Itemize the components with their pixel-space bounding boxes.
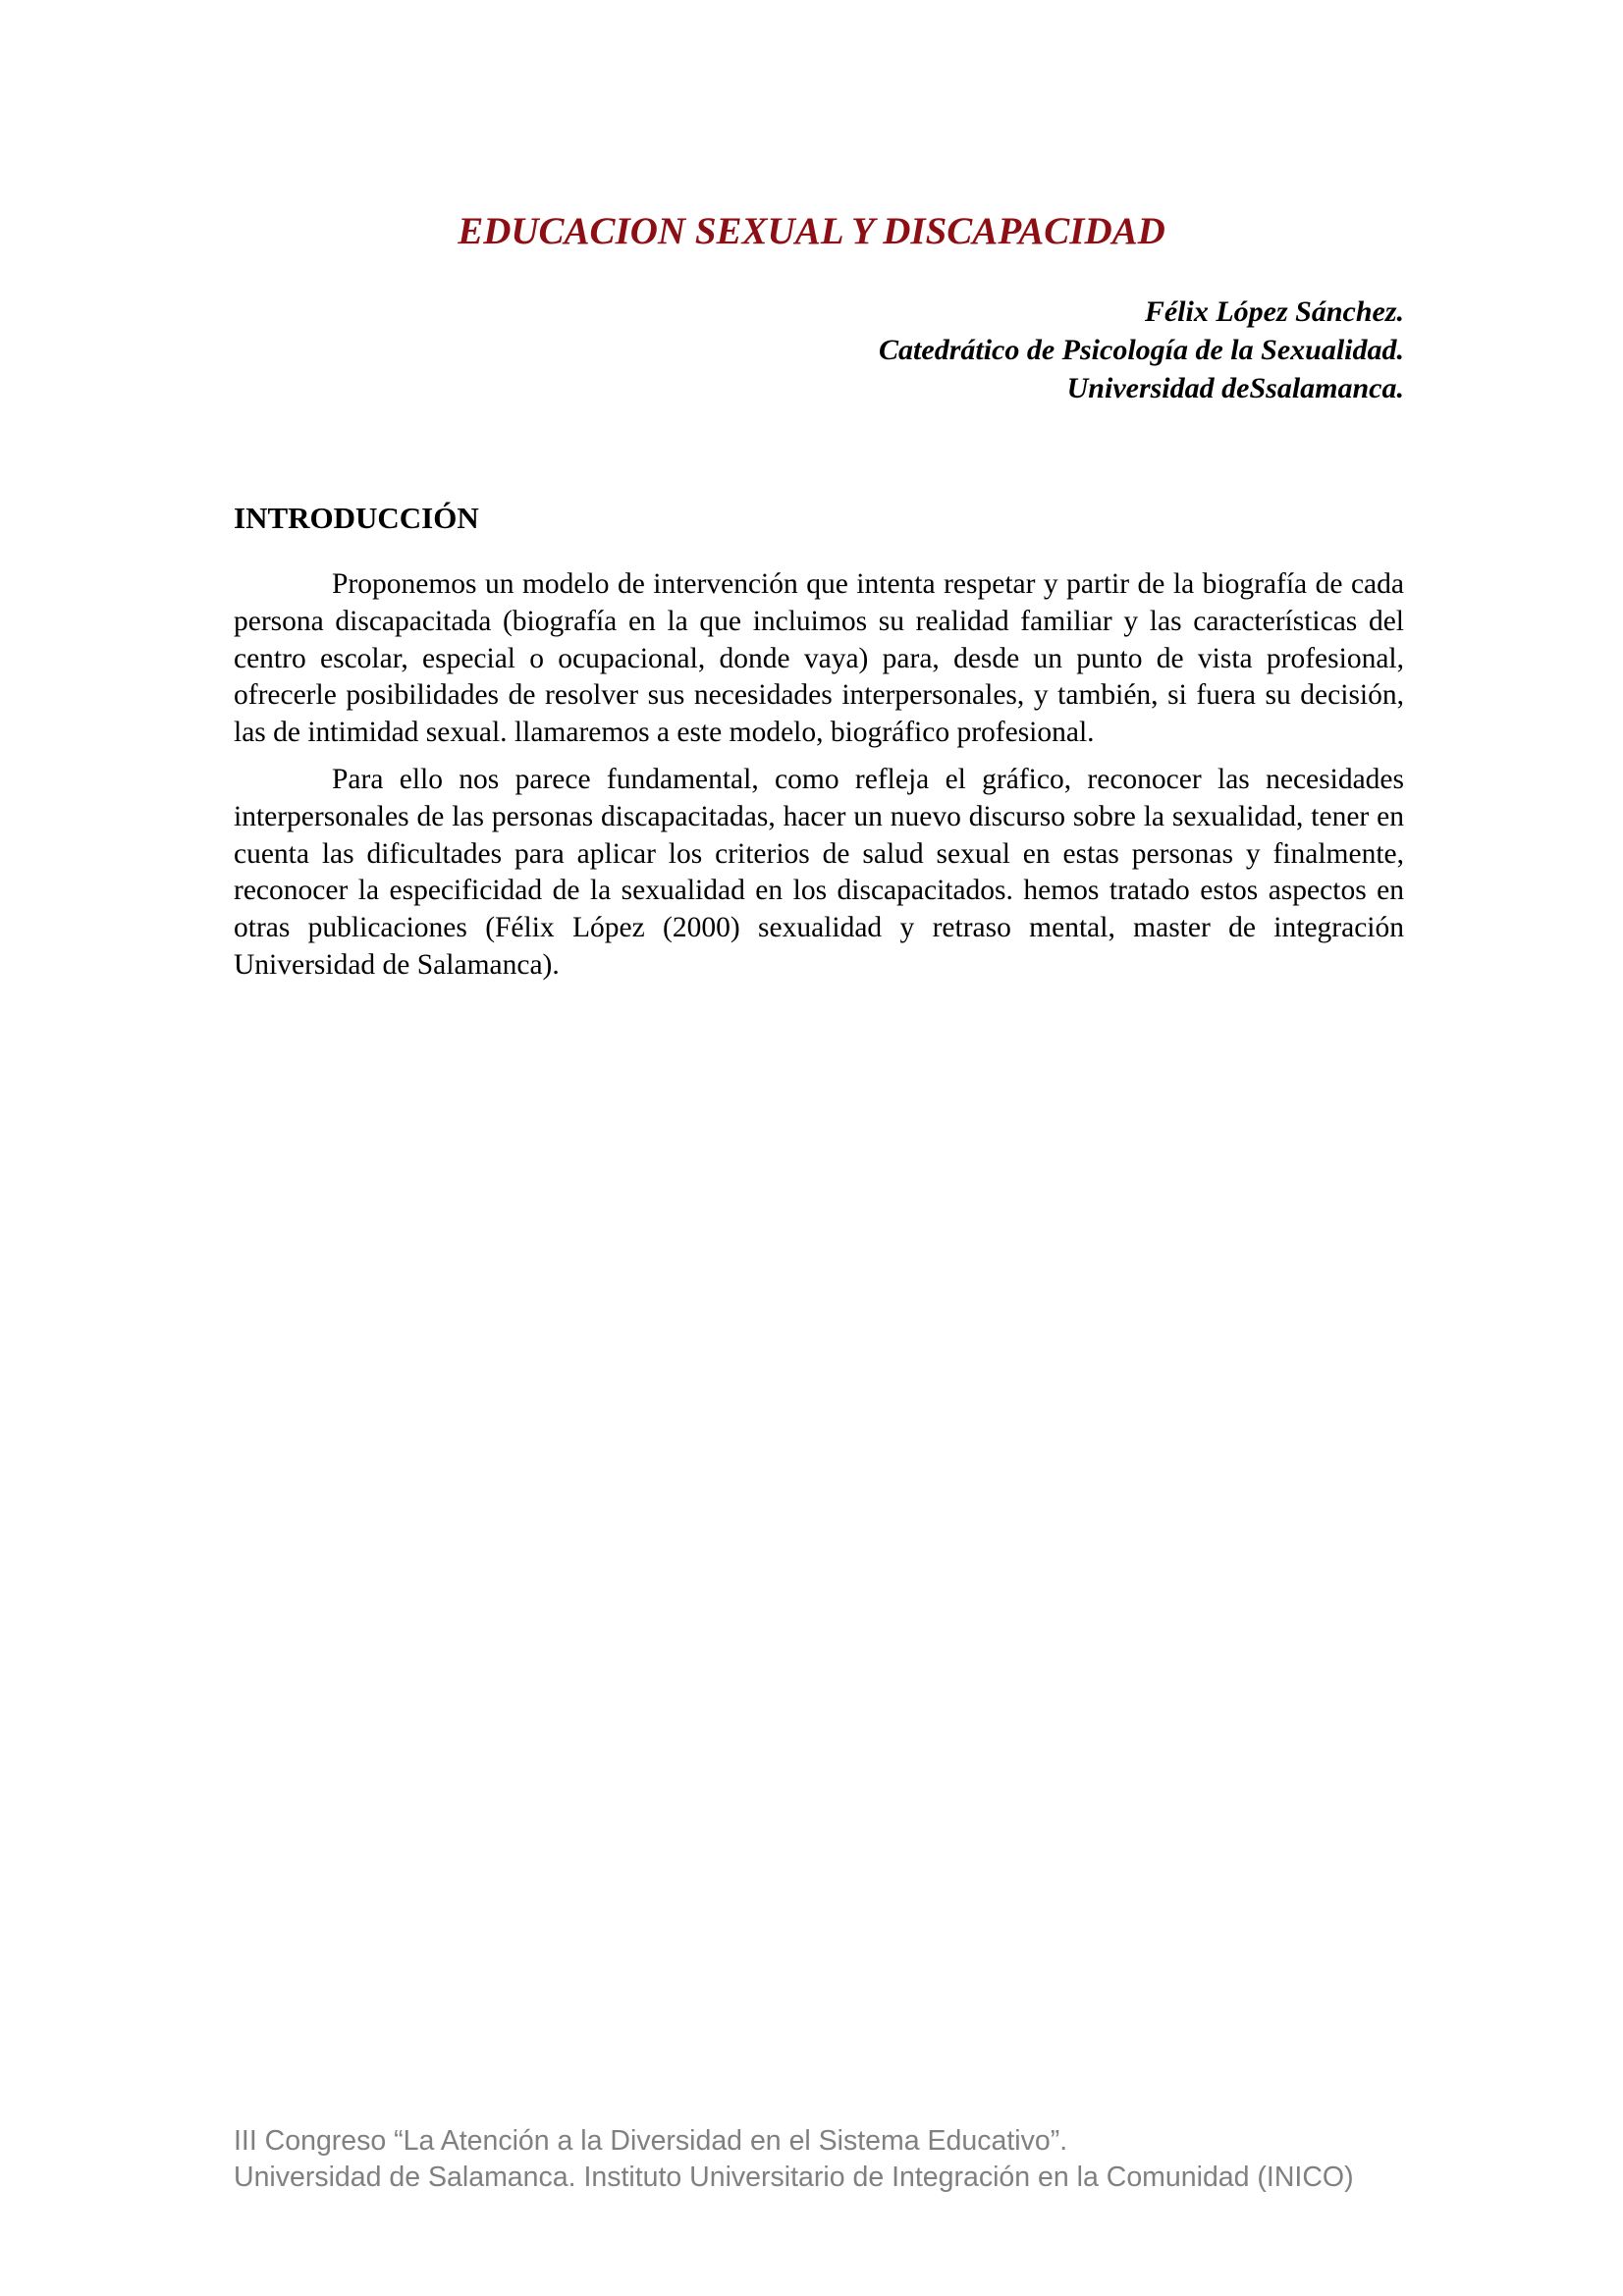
section-heading-introduccion: INTRODUCCIÓN [234,501,479,535]
author-name: Félix López Sánchez. [1144,295,1404,328]
footer-line-congress: III Congreso “La Atención a la Diversidad en el Sistema Educativo”. [234,2125,1068,2157]
body-text [234,566,1404,994]
page-footer [234,2123,1354,2196]
document-title: EDUCACION SEXUAL Y DISCAPACIDAD [458,210,1165,252]
footer-line-institution: Universidad de Salamanca. Instituto Universitario de Integración en la Comunidad (INICO) [234,2162,1354,2193]
author-affiliation: Universidad deSsalamanca. [1066,372,1404,404]
paragraph: Para ello nos parece fundamental, como refleja el gráfico, reconocer las necesidades interpersonales de las personas discapacitadas, hacer un nuevo discurso sobre la sexualidad, tener en cuenta las dificultades para aplicar los criterios de salud sexual en estas personas y finalmente, reconocer la especificidad de la sexualidad en los discapacitados. hemos tratado estos aspectos en otras publicaciones (Félix López (2000) sexualidad y retraso mental, master de integración Universidad de Salamanca). [234,763,1404,981]
author-block [687,293,1404,407]
author-position: Catedrático de Psicología de la Sexualidad. [879,334,1404,366]
paragraph: Proponemos un modelo de intervención que intenta respetar y partir de la biografía de cada persona discapacitada (biografía en la que incluimos su realidad familiar y las características del centro escolar, especial o ocupacional, donde vaya) para, desde un punto de vista profesional, ofrecerle posibilidades de resolver sus necesidades interpersonales, y también, si fuera su decisión, las de intimidad sexual. llamaremos a este modelo, biográfico profesional. [234,568,1404,749]
